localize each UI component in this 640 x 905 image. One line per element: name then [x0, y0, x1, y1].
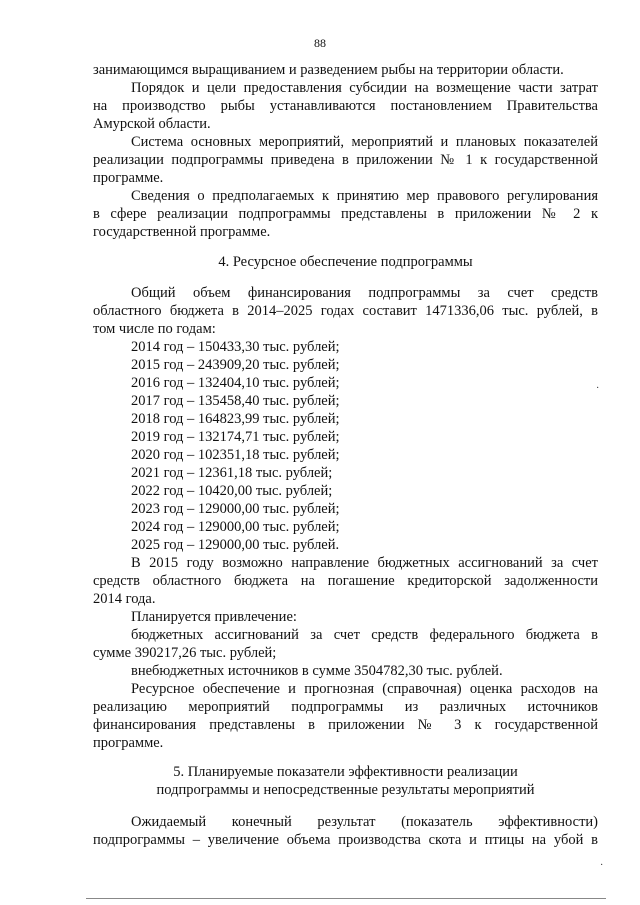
text-line: 2014 года.: [93, 591, 156, 607]
text-line: бюджетных ассигнований за счет средств федерального бюджета в: [131, 627, 598, 643]
text-line: Система основных мероприятий, мероприятий и плановых показателей: [131, 134, 598, 150]
text-line: внебюджетных источников в сумме 3504782,30 тыс. рублей.: [131, 663, 503, 679]
text-line: реализации подпрограммы приведена в приложении № 1 к государственной: [93, 152, 598, 168]
text-line: в сфере реализации подпрограммы представлены в приложении № 2 к: [93, 206, 598, 222]
text-line: областного бюджета в 2014–2025 годах составит 1471336,06 тыс. рублей, в: [93, 303, 598, 319]
text-line: Порядок и цели предоставления субсидии на возмещение части затрат: [131, 80, 598, 96]
text-line: 2016 год – 132404,10 тыс. рублей;: [131, 375, 340, 391]
text-line: Сведения о предполагаемых к принятию мер правового регулирования: [131, 188, 598, 204]
section-heading-line: подпрограммы и непосредственные результаты мероприятий: [156, 782, 535, 798]
text-line: Ресурсное обеспечение и прогнозная (справочная) оценка расходов на: [131, 681, 598, 697]
text-line: Амурской области.: [93, 116, 211, 132]
section-heading-line: 5. Планируемые показатели эффективности реализации: [173, 764, 518, 780]
scan-edge-line: [86, 898, 606, 899]
text-line: средств областного бюджета на погашение кредиторской задолженности: [93, 573, 598, 589]
text-line: 2017 год – 135458,40 тыс. рублей;: [131, 393, 340, 409]
text-line: 2025 год – 129000,00 тыс. рублей.: [131, 537, 340, 553]
text-line: 2022 год – 10420,00 тыс. рублей;: [131, 483, 333, 499]
section-heading-line: 4. Ресурсное обеспечение подпрограммы: [218, 254, 473, 270]
text-line: Ожидаемый конечный результат (показатель эффективности): [131, 814, 598, 830]
text-line: подпрограммы – увеличение объема производства скота и птицы на убой в: [93, 832, 598, 848]
text-line: 2014 год – 150433,30 тыс. рублей;: [131, 339, 340, 355]
text-line: 2023 год – 129000,00 тыс. рублей;: [131, 501, 340, 517]
text-line: В 2015 году возможно направление бюджетных ассигнований за счет: [131, 555, 598, 571]
text-line: 2020 год – 102351,18 тыс. рублей;: [131, 447, 340, 463]
text-line: 2015 год – 243909,20 тыс. рублей;: [131, 357, 340, 373]
page-number: 88: [314, 36, 326, 50]
text-line: государственной программе.: [93, 224, 271, 240]
scan-artifact: ·: [596, 383, 600, 394]
text-line: 2019 год – 132174,71 тыс. рублей;: [131, 429, 340, 445]
text-line: реализацию мероприятий подпрограммы из различных источников: [93, 699, 598, 715]
text-line: на производство рыбы устанавливаются постановлением Правительства: [93, 98, 598, 114]
text-line: финансирования представлены в приложении № 3 к государственной: [93, 717, 598, 733]
text-line: Общий объем финансирования подпрограммы за счет средств: [131, 285, 598, 301]
text-line: 2018 год – 164823,99 тыс. рублей;: [131, 411, 340, 427]
text-line: занимающимся выращиванием и разведением рыбы на территории области.: [93, 62, 564, 78]
text-line: программе.: [93, 170, 164, 186]
text-line: том числе по годам:: [93, 321, 216, 337]
text-line: 2024 год – 129000,00 тыс. рублей;: [131, 519, 340, 535]
text-line: программе.: [93, 735, 164, 751]
text-line: 2021 год – 12361,18 тыс. рублей;: [131, 465, 333, 481]
text-line: сумме 390217,26 тыс. рублей;: [93, 645, 277, 661]
scan-artifact: ·: [600, 860, 604, 871]
text-line: Планируется привлечение:: [131, 609, 297, 625]
